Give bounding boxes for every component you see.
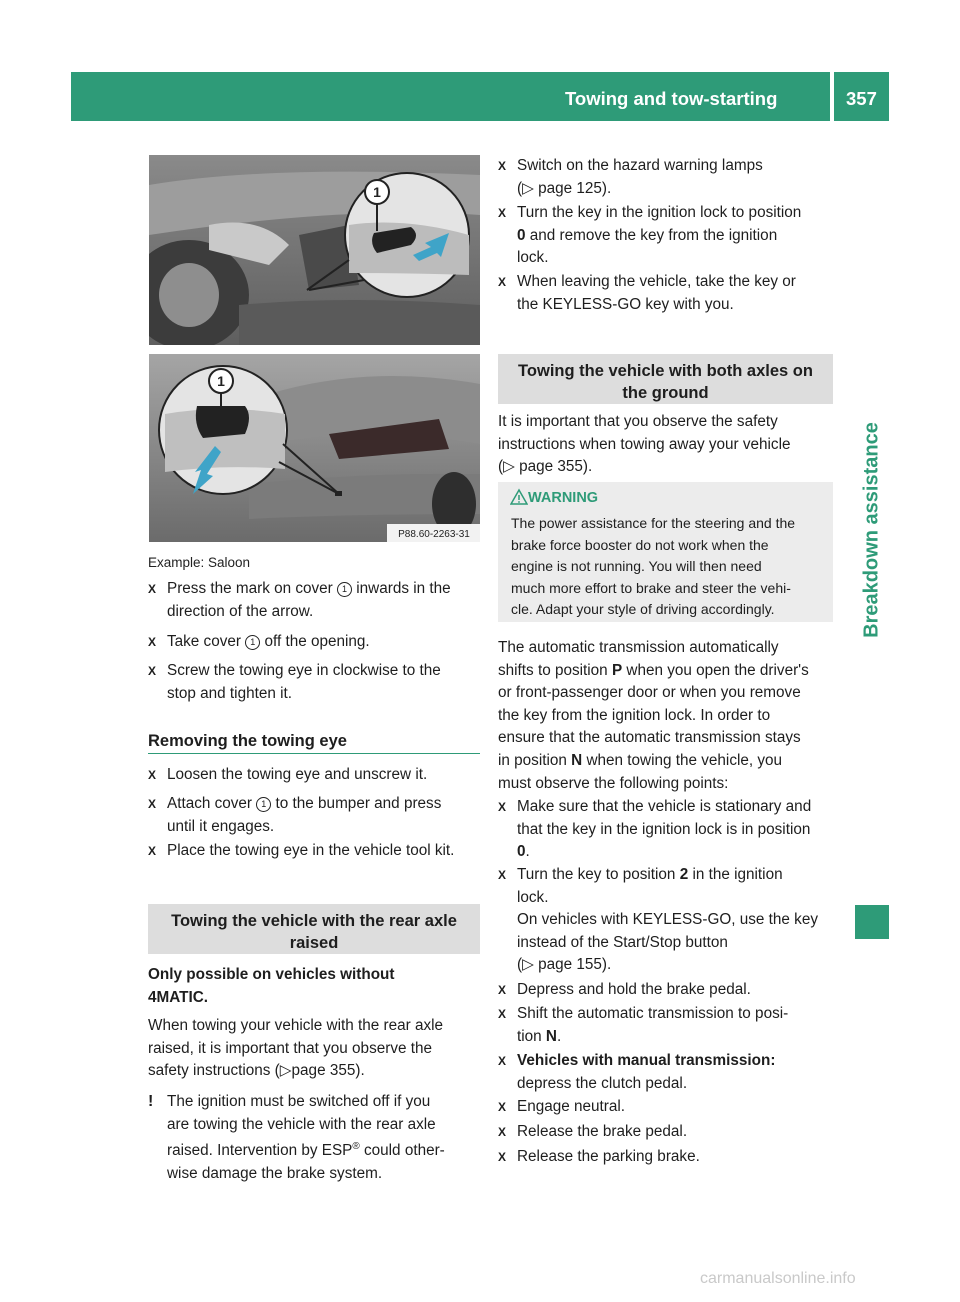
arrow-icon: X <box>498 983 507 997</box>
callout-1-icon: 1 <box>245 635 260 650</box>
arrow-icon: X <box>498 1125 507 1139</box>
arrow-icon: X <box>148 635 157 649</box>
side-tab-marker <box>855 905 889 939</box>
list-item: X Shift the automatic transmission to posi- tion N. <box>498 1005 789 1045</box>
callout-1-icon: 1 <box>337 582 352 597</box>
callout-1-icon: 1 <box>256 797 271 812</box>
page-number: 357 <box>846 88 877 109</box>
only-possible-note: Only possible on vehicles without 4MATIC. <box>148 966 395 1006</box>
image2-callout: 1 <box>217 373 225 389</box>
image-caption: Example: Saloon <box>148 555 251 570</box>
ignition-note: ! The ignition must be switched off if you are towing the vehicle with the rear axle raised. Intervention by ESP® could other- wise damage the brake system. <box>148 1092 445 1182</box>
arrow-icon: X <box>498 275 507 289</box>
intro-paragraph: It is important that you observe the safety instructions when towing away your vehicle (▷ page 355). <box>498 413 791 476</box>
list-item: X Take cover 1 off the opening. <box>148 631 370 654</box>
attention-icon: ! <box>148 1092 154 1110</box>
arrow-icon: X <box>498 1100 507 1114</box>
arrow-icon: X <box>148 797 157 811</box>
page-ref-arrow-icon: ▷ <box>522 179 534 197</box>
list-item: X Press the mark on cover 1 inwards in the direction of the arrow. <box>148 580 451 620</box>
warning-text: The power assistance for the steering and the brake force booster do not work when the engine is not running. You will then need much more effort to brake and steer the vehi- cle. Adapt your style of driving accordingly. <box>511 515 796 618</box>
list-item: X Vehicles with manual transmission: depress the clutch pedal. <box>498 1052 776 1092</box>
rear-bumper-image <box>149 354 480 542</box>
list-item: X Depress and hold the brake pedal. <box>498 979 751 1002</box>
image-code: P88.60-2263-31 <box>398 529 470 540</box>
list-item: X Screw the towing eye in clockwise to the stop and tighten it. <box>148 662 441 702</box>
watermark: carmanualsonline.info <box>700 1270 856 1287</box>
list-item: X Loosen the towing eye and unscrew it. <box>148 764 427 787</box>
page-ref-arrow-icon: ▷ <box>522 956 534 974</box>
front-bumper-image <box>149 155 480 345</box>
arrow-icon: X <box>498 159 507 173</box>
list-item: X Engage neutral. <box>498 1096 625 1119</box>
arrow-icon: X <box>498 1054 507 1068</box>
warning-triangle-icon <box>510 488 528 506</box>
page-ref-arrow-icon: ▷ <box>503 458 515 476</box>
paragraph-rear-axle: When towing your vehicle with the rear axle raised, it is important that you observe the safety instructions (▷page 355). <box>148 1017 444 1080</box>
side-tab-label: Breakdown assistance <box>860 422 883 638</box>
arrow-icon: X <box>498 868 507 882</box>
arrow-icon: X <box>148 664 157 678</box>
list-item: X When leaving the vehicle, take the key or the KEYLESS-GO key with you. <box>498 273 796 313</box>
automatic-transmission-paragraph: The automatic transmission automatically shifts to position P when you open the driver's or front-passenger door or when you remove the key from the ignition lock. In order to ensure that the automatic transmission stays in position N when towing the vehicle, you must observe the following points: <box>498 639 809 792</box>
arrow-icon: X <box>498 1150 507 1164</box>
warning-title: WARNING <box>528 490 599 506</box>
header-title: Towing and tow-starting <box>565 88 778 109</box>
subsection-heading: Removing the towing eye <box>148 732 480 754</box>
arrow-icon: X <box>148 768 157 782</box>
list-item: X Switch on the hazard warning lamps (▷ page 125). <box>498 157 763 197</box>
header-divider <box>830 72 834 121</box>
list-item: X Turn the key to position 2 in the ignition lock. On vehicles with KEYLESS-GO, use the key instead of the Start/Stop button (▷ page 155). <box>498 866 818 974</box>
list-item: X Turn the key in the ignition lock to position 0 and remove the key from the ignition lock. <box>498 204 802 267</box>
page-ref-arrow-icon: ▷ <box>279 1062 292 1080</box>
arrow-icon: X <box>498 800 507 814</box>
section-heading-rear-axle: Towing the vehicle with the rear axle raised <box>148 904 480 954</box>
image1-callout: 1 <box>373 184 381 200</box>
arrow-icon: X <box>498 206 507 220</box>
section-heading-both-axles: Towing the vehicle with both axles on the ground <box>498 354 833 404</box>
list-item: X Attach cover 1 to the bumper and press until it engages. <box>148 795 442 835</box>
warning-box <box>498 482 833 622</box>
arrow-icon: X <box>148 582 157 596</box>
list-item: X Release the parking brake. <box>498 1146 700 1169</box>
list-item: X Make sure that the vehicle is stationary and that the key in the ignition lock is in position 0. <box>498 798 812 861</box>
arrow-icon: X <box>148 844 157 858</box>
arrow-icon: X <box>498 1007 507 1021</box>
list-item: X Release the brake pedal. <box>498 1121 687 1144</box>
list-item: X Place the towing eye in the vehicle tool kit. <box>148 840 454 863</box>
